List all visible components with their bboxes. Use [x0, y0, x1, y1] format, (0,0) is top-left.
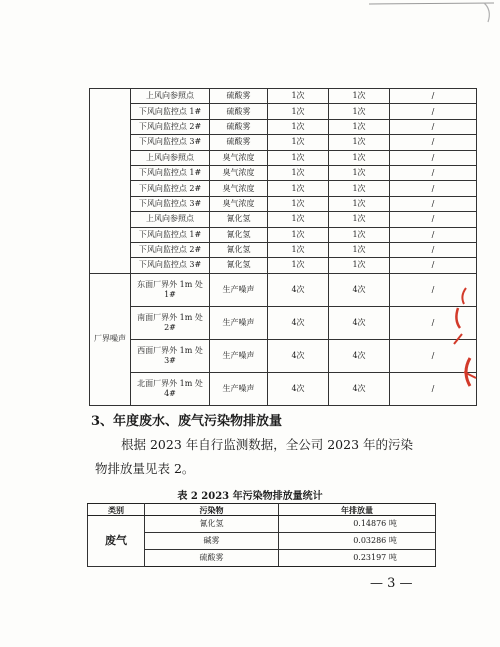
location-id: 1#	[164, 289, 176, 299]
location-cell	[131, 339, 210, 372]
location-cell: 下风向监控点 2#	[131, 242, 210, 257]
table-row	[90, 227, 477, 242]
remark-cell: /	[390, 181, 477, 196]
category-cell: 废气	[88, 516, 145, 567]
location-cell: 下风向监控点 1#	[131, 165, 210, 180]
frequency-cell: 4次	[329, 372, 390, 405]
indicator-cell: 臭气浓度	[210, 196, 268, 211]
section-heading: 3、年度废水、废气污染物排放量	[91, 414, 283, 429]
remark-cell: /	[390, 150, 477, 165]
amount-cell	[279, 533, 436, 550]
amount-value: 0.23197 吨	[353, 553, 397, 562]
frequency-cell: 1次	[268, 212, 329, 227]
location-cell: 上风向参照点	[131, 150, 210, 165]
frequency-cell: 1次	[268, 119, 329, 134]
location-cell	[131, 372, 210, 405]
remark-cell: /	[390, 165, 477, 180]
remark-cell: /	[390, 119, 477, 134]
table-row	[90, 135, 477, 150]
table-row	[90, 372, 477, 405]
frequency-cell: 1次	[268, 242, 329, 257]
location-line: 西面厂界外 1m 处	[137, 345, 203, 355]
header-pollutant: 污染物	[145, 504, 279, 516]
frequency-cell: 1次	[329, 104, 390, 119]
amount-cell	[279, 550, 436, 567]
frequency-cell: 4次	[329, 339, 390, 372]
indicator-cell: 生产噪声	[210, 306, 268, 339]
indicator-cell: 氰化氢	[210, 212, 268, 227]
location-line: 东面厂界外 1m 处	[137, 279, 203, 289]
location-id: 2#	[164, 322, 176, 332]
location-id: 3#	[164, 355, 176, 365]
table-row	[90, 196, 477, 211]
remark-cell: /	[390, 104, 477, 119]
frequency-cell: 1次	[268, 135, 329, 150]
monitoring-table	[89, 88, 477, 406]
location-line: 南面厂界外 1m 处	[137, 312, 203, 322]
body-paragraph-text: 根据 2023 年自行监测数据，全公司 2023 年的污染物排放量见表 2。	[95, 437, 414, 476]
location-cell: 上风向参照点	[131, 89, 210, 104]
pollutant-cell: 氰化氢	[145, 516, 279, 533]
red-seal-stamp-fragment	[440, 268, 480, 408]
indicator-cell: 氰化氢	[210, 242, 268, 257]
remark-cell: /	[390, 227, 477, 242]
location-line: 北面厂界外 1m 处	[137, 378, 203, 388]
table-row	[90, 273, 477, 306]
indicator-cell: 生产噪声	[210, 339, 268, 372]
indicator-cell: 氰化氢	[210, 227, 268, 242]
table-row	[90, 89, 477, 104]
table-row	[90, 242, 477, 257]
table2-caption: 表 2 2023 年污染物排放量统计	[177, 491, 323, 502]
location-cell	[131, 306, 210, 339]
location-cell: 下风向监控点 3#	[131, 258, 210, 273]
category-cell-noise: 厂界噪声	[90, 273, 131, 405]
frequency-cell: 1次	[268, 181, 329, 196]
table-row	[90, 104, 477, 119]
remark-cell: /	[390, 339, 477, 372]
location-cell: 下风向监控点 2#	[131, 181, 210, 196]
emission-table	[87, 503, 436, 567]
header-annual-amount: 年排放量	[279, 504, 436, 516]
location-cell: 上风向参照点	[131, 212, 210, 227]
pollutant-cell: 硫酸雾	[145, 550, 279, 567]
location-cell: 下风向监控点 3#	[131, 196, 210, 211]
indicator-cell: 硫酸雾	[210, 119, 268, 134]
remark-cell: /	[390, 196, 477, 211]
remark-cell: /	[390, 372, 477, 405]
page-number: — 3 —	[370, 576, 413, 591]
frequency-cell: 1次	[329, 181, 390, 196]
amount-cell	[279, 516, 436, 533]
remark-cell: /	[390, 242, 477, 257]
table-row	[90, 119, 477, 134]
indicator-cell: 硫酸雾	[210, 135, 268, 150]
frequency-cell: 1次	[268, 89, 329, 104]
frequency-cell: 4次	[268, 306, 329, 339]
frequency-cell: 1次	[329, 89, 390, 104]
frequency-cell: 1次	[329, 212, 390, 227]
frequency-cell: 4次	[329, 306, 390, 339]
remark-cell: /	[390, 135, 477, 150]
location-cell: 下风向监控点 1#	[131, 104, 210, 119]
remark-cell: /	[390, 212, 477, 227]
remark-cell: /	[390, 306, 477, 339]
frequency-cell: 1次	[329, 242, 390, 257]
frequency-cell: 1次	[268, 104, 329, 119]
location-cell: 下风向监控点 1#	[131, 227, 210, 242]
frequency-cell: 4次	[268, 339, 329, 372]
table-row	[90, 181, 477, 196]
table-row	[90, 165, 477, 180]
indicator-cell: 硫酸雾	[210, 104, 268, 119]
frequency-cell: 1次	[268, 150, 329, 165]
frequency-cell: 1次	[329, 150, 390, 165]
indicator-cell: 硫酸雾	[210, 89, 268, 104]
table-row	[90, 212, 477, 227]
frequency-cell: 4次	[268, 273, 329, 306]
location-cell: 下风向监控点 3#	[131, 135, 210, 150]
frequency-cell: 1次	[329, 196, 390, 211]
location-cell: 下风向监控点 2#	[131, 119, 210, 134]
indicator-cell: 臭气浓度	[210, 165, 268, 180]
frequency-cell: 1次	[329, 165, 390, 180]
frequency-cell: 1次	[329, 227, 390, 242]
location-id: 4#	[164, 388, 176, 398]
pollutant-cell: 碱雾	[145, 533, 279, 550]
amount-value: 0.14876 吨	[353, 519, 397, 528]
location-cell	[131, 273, 210, 306]
frequency-cell: 1次	[329, 135, 390, 150]
frequency-cell: 1次	[268, 227, 329, 242]
table-row	[90, 306, 477, 339]
remark-cell: /	[390, 89, 477, 104]
frequency-cell: 1次	[329, 258, 390, 273]
frequency-cell: 4次	[329, 273, 390, 306]
remark-cell: /	[390, 273, 477, 306]
table-row	[90, 258, 477, 273]
indicator-cell: 臭气浓度	[210, 150, 268, 165]
category-cell-gas	[90, 89, 131, 274]
table-row	[90, 150, 477, 165]
indicator-cell: 臭气浓度	[210, 181, 268, 196]
body-paragraph	[95, 433, 425, 481]
frequency-cell: 1次	[268, 165, 329, 180]
indicator-cell: 生产噪声	[210, 273, 268, 306]
amount-value: 0.03286 吨	[353, 536, 397, 545]
frequency-cell: 1次	[268, 258, 329, 273]
remark-cell: /	[390, 258, 477, 273]
indicator-cell: 氰化氢	[210, 258, 268, 273]
table-row	[88, 516, 436, 533]
indicator-cell: 生产噪声	[210, 372, 268, 405]
ink-smudge-top	[364, 0, 500, 30]
table-row	[90, 339, 477, 372]
table-header-row	[88, 504, 436, 516]
frequency-cell: 4次	[268, 372, 329, 405]
frequency-cell: 1次	[268, 196, 329, 211]
frequency-cell: 1次	[329, 119, 390, 134]
header-category: 类别	[88, 504, 145, 516]
